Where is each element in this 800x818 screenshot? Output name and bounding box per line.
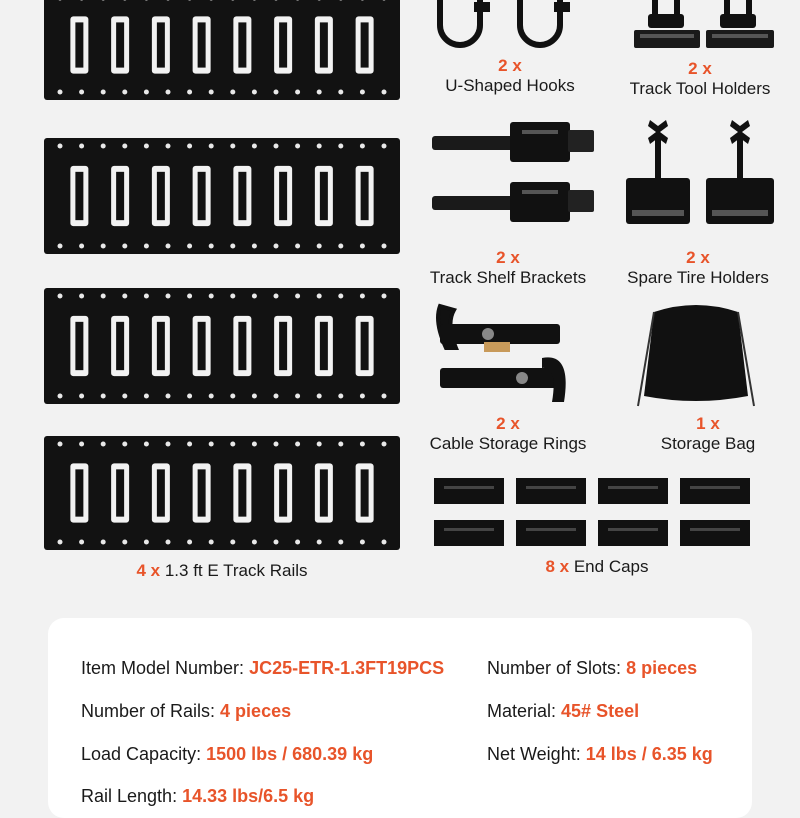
- rail-hole: [122, 442, 127, 447]
- rail-hole: [79, 294, 84, 299]
- spec-value: 14 lbs / 6.35 kg: [585, 744, 713, 764]
- spec-value: JC25-ETR-1.3FT19PCS: [249, 658, 445, 678]
- rail-hole: [338, 244, 343, 249]
- rail-hole: [274, 394, 279, 399]
- rail-hole: [382, 294, 387, 299]
- rail-slot-inner: [238, 322, 246, 370]
- rails-caption: [44, 561, 400, 581]
- rail-hole: [295, 90, 300, 95]
- rail-hole: [166, 90, 171, 95]
- e-track-rail-image: [44, 288, 400, 404]
- rail-hole: [79, 442, 84, 447]
- rail-hole: [166, 0, 171, 1]
- storage-bag-image: [632, 302, 762, 410]
- rail-hole: [360, 394, 365, 399]
- rails-qty: 4 x: [136, 561, 161, 580]
- rail-hole: [122, 294, 127, 299]
- rail-hole: [166, 244, 171, 249]
- rail-hole: [58, 0, 63, 1]
- rail-hole: [317, 294, 322, 299]
- end-cap-icon: [516, 520, 586, 546]
- rail-hole: [122, 0, 127, 1]
- rail-hole: [274, 0, 279, 1]
- spare-tire-holders-qty: 2 x: [686, 248, 710, 267]
- rail-hole: [144, 294, 149, 299]
- track-tool-holders-image: [630, 0, 780, 52]
- rail-hole: [360, 0, 365, 1]
- rail-hole: [187, 540, 192, 545]
- rail-hole: [230, 294, 235, 299]
- spec-value: 1500 lbs / 680.39 kg: [206, 744, 374, 764]
- rail-hole: [209, 90, 214, 95]
- storage-bag-label: Storage Bag: [660, 434, 756, 453]
- rail-hole: [274, 144, 279, 149]
- rail-hole: [360, 244, 365, 249]
- end-cap-icon: [598, 478, 668, 504]
- rail-hole: [317, 244, 322, 249]
- spec-model-number: [81, 658, 444, 679]
- rail-hole: [338, 0, 343, 1]
- spec-value: 14.33 lbs/6.5 kg: [182, 786, 315, 806]
- spec-value: 45# Steel: [561, 701, 640, 721]
- u-shaped-hooks-caption: [410, 56, 610, 96]
- spec-value: 8 pieces: [626, 658, 698, 678]
- rail-hole: [252, 394, 257, 399]
- rail-slot-inner: [361, 172, 369, 220]
- track-shelf-brackets-label: Track Shelf Brackets: [429, 268, 587, 287]
- rail-hole: [209, 294, 214, 299]
- rail-slot-inner: [116, 322, 124, 370]
- rail-hole: [230, 442, 235, 447]
- storage-bag-qty: 1 x: [696, 414, 720, 433]
- rail-slot-inner: [75, 322, 83, 370]
- rail-hole: [252, 0, 257, 1]
- spec-net-weight: [487, 744, 713, 765]
- rail-hole: [144, 394, 149, 399]
- rail-hole: [274, 294, 279, 299]
- rail-slot-inner: [238, 22, 246, 67]
- u-shaped-hooks-label: U-Shaped Hooks: [445, 76, 575, 95]
- end-cap-icon: [680, 520, 750, 546]
- rail-hole: [360, 144, 365, 149]
- spec-key: Material:: [487, 701, 562, 721]
- end-cap-icon: [434, 520, 504, 546]
- rail-hole: [101, 244, 106, 249]
- rail-hole: [187, 144, 192, 149]
- rail-slot-inner: [116, 22, 124, 67]
- rail-slot-inner: [116, 172, 124, 220]
- rail-hole: [317, 442, 322, 447]
- rail-slot-inner: [75, 172, 83, 220]
- rail-slot-inner: [279, 22, 287, 67]
- rail-hole: [295, 442, 300, 447]
- rail-hole: [187, 0, 192, 1]
- rail-slot-inner: [279, 469, 287, 516]
- cable-storage-rings-image: [432, 302, 602, 410]
- rail-slot-inner: [279, 172, 287, 220]
- track-tool-holders-label: Track Tool Holders: [629, 79, 771, 98]
- rail-hole: [166, 294, 171, 299]
- rail-hole: [382, 244, 387, 249]
- rail-hole: [209, 244, 214, 249]
- rail-slot-inner: [157, 322, 165, 370]
- e-track-rail-image: [44, 138, 400, 254]
- rail-hole: [166, 540, 171, 545]
- spare-tire-holders-image: [620, 114, 780, 234]
- rail-hole: [274, 244, 279, 249]
- rail-hole: [230, 540, 235, 545]
- rail-hole: [252, 244, 257, 249]
- end-caps-image: [430, 474, 756, 548]
- rail-hole: [144, 540, 149, 545]
- spec-key: Item Model Number:: [81, 658, 250, 678]
- rail-slot-inner: [320, 22, 328, 67]
- rail-hole: [58, 442, 63, 447]
- rail-hole: [101, 394, 106, 399]
- spec-key: Number of Rails:: [81, 701, 221, 721]
- rail-hole: [382, 540, 387, 545]
- rail-hole: [274, 540, 279, 545]
- rail-hole: [122, 394, 127, 399]
- cable-storage-rings-caption: [408, 414, 608, 454]
- rail-hole: [317, 540, 322, 545]
- e-track-rail-image: [44, 436, 400, 550]
- rail-hole: [166, 144, 171, 149]
- end-caps-caption: [497, 557, 697, 577]
- rail-hole: [144, 90, 149, 95]
- rail-hole: [122, 244, 127, 249]
- track-shelf-brackets-qty: 2 x: [496, 248, 520, 267]
- rail-slot-inner: [238, 469, 246, 516]
- rail-hole: [230, 394, 235, 399]
- rail-hole: [252, 294, 257, 299]
- e-track-rail-image: [44, 0, 400, 100]
- rail-hole: [382, 394, 387, 399]
- rail-hole: [144, 244, 149, 249]
- rail-slot-inner: [198, 172, 206, 220]
- rail-slot-inner: [157, 469, 165, 516]
- spare-tire-holders-caption: [598, 248, 798, 288]
- spec-key: Number of Slots:: [487, 658, 627, 678]
- rail-hole: [101, 0, 106, 1]
- rail-hole: [187, 394, 192, 399]
- rail-hole: [209, 144, 214, 149]
- rail-hole: [101, 540, 106, 545]
- rail-hole: [101, 442, 106, 447]
- rail-slot-inner: [198, 322, 206, 370]
- rail-hole: [382, 0, 387, 1]
- spec-rail-length: [81, 786, 314, 807]
- rail-hole: [382, 442, 387, 447]
- rail-slot-inner: [116, 469, 124, 516]
- rail-hole: [295, 144, 300, 149]
- rail-hole: [209, 442, 214, 447]
- u-shaped-hooks-image: [430, 0, 590, 50]
- rail-slot-inner: [198, 469, 206, 516]
- rail-hole: [101, 144, 106, 149]
- u-shaped-hooks-qty: 2 x: [498, 56, 522, 75]
- rail-hole: [230, 0, 235, 1]
- rail-hole: [58, 144, 63, 149]
- rail-hole: [338, 540, 343, 545]
- rail-hole: [58, 294, 63, 299]
- rail-hole: [338, 394, 343, 399]
- rail-hole: [382, 144, 387, 149]
- end-cap-icon: [434, 478, 504, 504]
- rail-hole: [79, 244, 84, 249]
- rail-hole: [295, 540, 300, 545]
- rail-hole: [187, 90, 192, 95]
- rail-slot-inner: [198, 22, 206, 67]
- spec-number-of-rails: [81, 701, 291, 722]
- rail-hole: [317, 394, 322, 399]
- track-tool-holders-caption: [600, 59, 800, 99]
- rail-slot-inner: [157, 22, 165, 67]
- spec-key: Rail Length:: [81, 786, 183, 806]
- track-shelf-brackets-caption: [408, 248, 608, 288]
- rail-slot-inner: [320, 172, 328, 220]
- track-shelf-brackets-image: [428, 118, 598, 228]
- cable-storage-rings-label: Cable Storage Rings: [429, 434, 587, 453]
- rail-hole: [58, 90, 63, 95]
- rail-slot-inner: [361, 322, 369, 370]
- end-caps-qty: 8 x: [545, 557, 570, 576]
- spec-number-of-slots: [487, 658, 697, 679]
- spec-material: [487, 701, 639, 722]
- rail-hole: [101, 294, 106, 299]
- rail-hole: [122, 90, 127, 95]
- rail-slot-inner: [157, 172, 165, 220]
- rail-hole: [360, 294, 365, 299]
- rail-hole: [79, 144, 84, 149]
- rail-hole: [166, 394, 171, 399]
- rail-hole: [209, 540, 214, 545]
- rail-hole: [187, 294, 192, 299]
- rail-hole: [79, 540, 84, 545]
- storage-bag-caption: [608, 414, 800, 454]
- rail-slot-inner: [279, 322, 287, 370]
- rail-hole: [58, 244, 63, 249]
- rail-hole: [338, 90, 343, 95]
- rail-hole: [317, 0, 322, 1]
- rail-hole: [122, 144, 127, 149]
- rail-slot-inner: [238, 172, 246, 220]
- rail-hole: [166, 442, 171, 447]
- rail-hole: [101, 90, 106, 95]
- rail-hole: [295, 294, 300, 299]
- spec-key: Net Weight:: [487, 744, 586, 764]
- rail-hole: [252, 442, 257, 447]
- cable-storage-rings-qty: 2 x: [496, 414, 520, 433]
- rail-hole: [187, 244, 192, 249]
- rail-slot-inner: [75, 469, 83, 516]
- rail-hole: [252, 90, 257, 95]
- rail-hole: [58, 394, 63, 399]
- rail-slot-inner: [75, 22, 83, 67]
- rail-hole: [252, 144, 257, 149]
- rail-hole: [230, 90, 235, 95]
- rail-slot-inner: [361, 22, 369, 67]
- end-cap-icon: [598, 520, 668, 546]
- rail-hole: [382, 90, 387, 95]
- rail-hole: [317, 90, 322, 95]
- specs-card: [48, 618, 752, 818]
- rail-hole: [338, 442, 343, 447]
- rail-hole: [209, 394, 214, 399]
- end-caps-label: End Caps: [573, 557, 649, 576]
- end-cap-icon: [680, 478, 750, 504]
- spec-value: 4 pieces: [220, 701, 292, 721]
- rail-hole: [274, 442, 279, 447]
- rail-hole: [295, 0, 300, 1]
- rail-hole: [295, 394, 300, 399]
- rail-slot-inner: [320, 469, 328, 516]
- rail-hole: [274, 90, 279, 95]
- rail-hole: [79, 394, 84, 399]
- rails-label: 1.3 ft E Track Rails: [164, 561, 308, 580]
- spare-tire-holders-label: Spare Tire Holders: [627, 268, 769, 287]
- rail-hole: [360, 90, 365, 95]
- rail-hole: [230, 244, 235, 249]
- spec-load-capacity: [81, 744, 373, 765]
- rail-hole: [230, 144, 235, 149]
- rail-hole: [144, 144, 149, 149]
- rail-hole: [144, 0, 149, 1]
- rail-hole: [187, 442, 192, 447]
- rail-slot-inner: [361, 469, 369, 516]
- rail-hole: [360, 540, 365, 545]
- rail-slot-inner: [320, 322, 328, 370]
- rail-hole: [338, 144, 343, 149]
- rail-hole: [252, 540, 257, 545]
- rail-hole: [209, 0, 214, 1]
- spec-key: Load Capacity:: [81, 744, 207, 764]
- rail-hole: [79, 90, 84, 95]
- rail-hole: [338, 294, 343, 299]
- track-tool-holders-qty: 2 x: [688, 59, 712, 78]
- end-cap-icon: [516, 478, 586, 504]
- rail-hole: [122, 540, 127, 545]
- rail-hole: [79, 0, 84, 1]
- rail-hole: [360, 442, 365, 447]
- rail-hole: [58, 540, 63, 545]
- rail-hole: [317, 144, 322, 149]
- rail-hole: [295, 244, 300, 249]
- rail-hole: [144, 442, 149, 447]
